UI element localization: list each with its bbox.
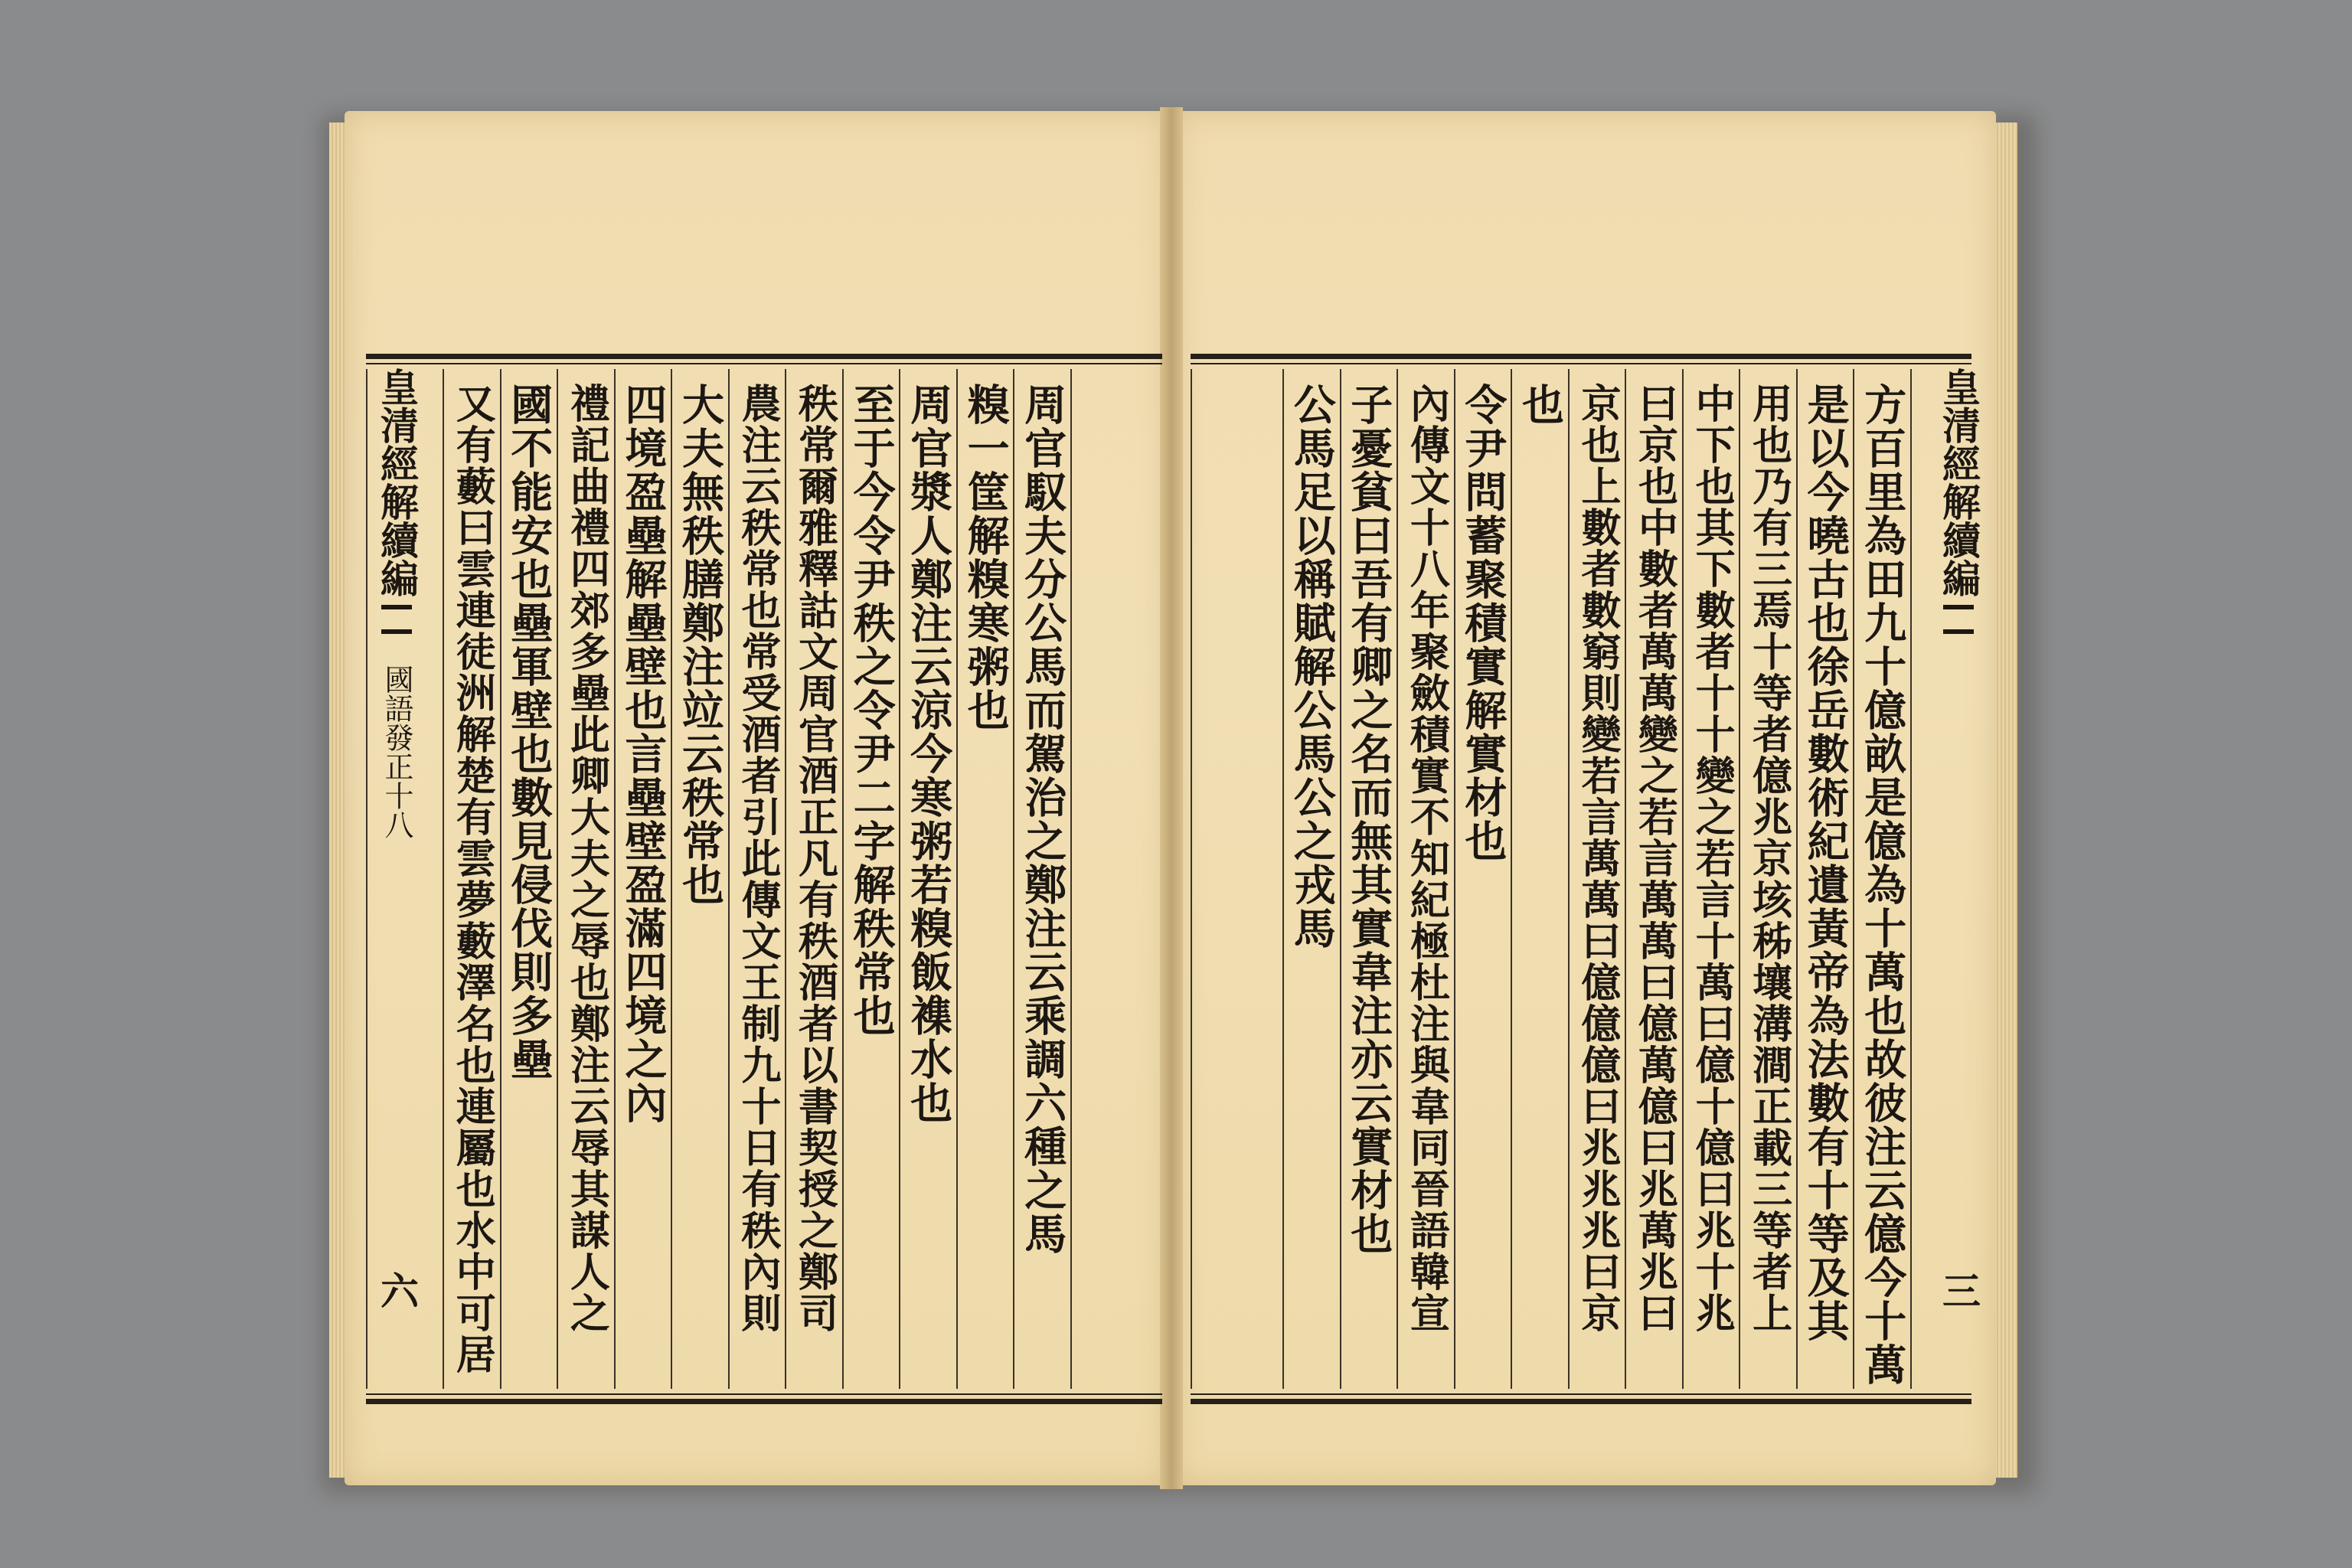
text-column (785, 369, 842, 1389)
column-text: 用也乃有三焉十等者億兆京垓秭壤溝澗正載三等者上 (1745, 383, 1792, 1334)
column-text: 又有藪曰雲連徒洲解楚有雲夢藪澤名也連屬也水中可居 (449, 383, 496, 1375)
frame-bottom-rule (366, 1399, 1162, 1404)
left-margin-column (1070, 369, 1162, 1389)
column-text: 內傳文十八年聚斂積實不知紀極杜注與韋同晉語韓宣 (1403, 383, 1450, 1334)
text-column (1013, 369, 1070, 1389)
column-text: 令尹問蓄聚積實解實材也 (1458, 383, 1508, 863)
margin-title: 皇清經解續編 (1936, 368, 1981, 597)
page-number: 三 (1936, 1271, 1981, 1309)
column-text: 至于今令尹秩之令尹二字解秩常也 (846, 383, 897, 1037)
fish-tail-mark (381, 605, 412, 634)
text-column (443, 369, 500, 1389)
column-text: 農注云秩常也常受酒者引此傳文王制九十日有秩內則 (733, 383, 781, 1334)
text-column (956, 369, 1014, 1389)
right-columns (1191, 369, 1971, 1389)
column-text: 禮記曲禮四郊多壘此卿大夫之辱也鄭注云辱其謀人之 (563, 383, 610, 1334)
text-column (899, 369, 956, 1389)
column-text: 大夫無秩膳鄭注竝云秩常也 (675, 383, 725, 906)
frame-top-rule (1191, 354, 1971, 359)
text-column (1568, 369, 1625, 1389)
text-column (842, 369, 900, 1389)
text-column (1625, 369, 1682, 1389)
left-page-edges (329, 122, 346, 1478)
column-text: 國不能安也壘軍壁也數見侵伐則多壘 (504, 383, 554, 1081)
column-text: 方百里為田九十億畝是億為十萬也故彼注云億今十萬 (1857, 383, 1908, 1387)
column-text: 曰京也中數者萬萬變之若言萬萬曰億萬億曰兆萬兆曰 (1631, 383, 1678, 1334)
column-text: 四境盈壘解壘壁也言壘壁盈滿四境之內 (618, 383, 668, 1125)
text-column (1796, 369, 1854, 1389)
column-text: 子憂貧曰吾有卿之名而無其實韋注亦云實材也 (1344, 383, 1394, 1256)
column-text: 秩常爾雅釋詁文周官酒正凡有秩酒者以書契授之鄭司 (791, 383, 838, 1334)
text-column (1282, 369, 1340, 1389)
book-gutter (1160, 107, 1183, 1489)
text-column (1853, 369, 1910, 1389)
right-page-margin (1922, 360, 1995, 1401)
frame-top-rule (366, 354, 1162, 359)
column-text: 是以今曉古也徐岳數術紀遺黃帝為法數有十等及其 (1800, 383, 1851, 1343)
text-column (671, 369, 728, 1389)
text-column (557, 369, 614, 1389)
text-column (1682, 369, 1740, 1389)
right-faded-column (1191, 369, 1282, 1389)
margin-section-label: 國語發正十八 (380, 665, 413, 839)
text-column (1340, 369, 1397, 1389)
column-text: 糗一筐解糗寒粥也 (960, 383, 1011, 732)
column-text: 也 (1514, 383, 1565, 426)
text-column (728, 369, 786, 1389)
right-text-frame (1191, 354, 1971, 1404)
left-page-margin (360, 360, 433, 1401)
left-columns (366, 369, 1162, 1389)
column-text: 周官漿人鄭注云涼今寒粥若糗飯襍水也 (903, 383, 954, 1125)
text-column (1454, 369, 1511, 1389)
margin-title: 皇清經解續編 (374, 368, 420, 597)
text-column (1739, 369, 1796, 1389)
page-number: 六 (374, 1271, 420, 1309)
left-text-frame (366, 354, 1162, 1404)
column-text: 中下也其下數者十十變之若言十萬曰億十億曰兆十兆 (1688, 383, 1736, 1334)
fish-tail-mark (1943, 605, 1974, 634)
frame-bottom-rule (1191, 1399, 1971, 1404)
right-page-edges (1994, 122, 2017, 1478)
column-text: 京也上數者數窮則變若言萬萬曰億億億曰兆兆兆曰京 (1573, 383, 1621, 1334)
column-text: 公馬足以稱賦解公馬公之戎馬 (1286, 383, 1337, 950)
text-column (1396, 369, 1454, 1389)
text-column (500, 369, 557, 1389)
text-column (614, 369, 671, 1389)
text-column (1511, 369, 1568, 1389)
column-text: 周官馭夫分公馬而駕治之鄭注云乘調六種之馬 (1018, 383, 1068, 1256)
